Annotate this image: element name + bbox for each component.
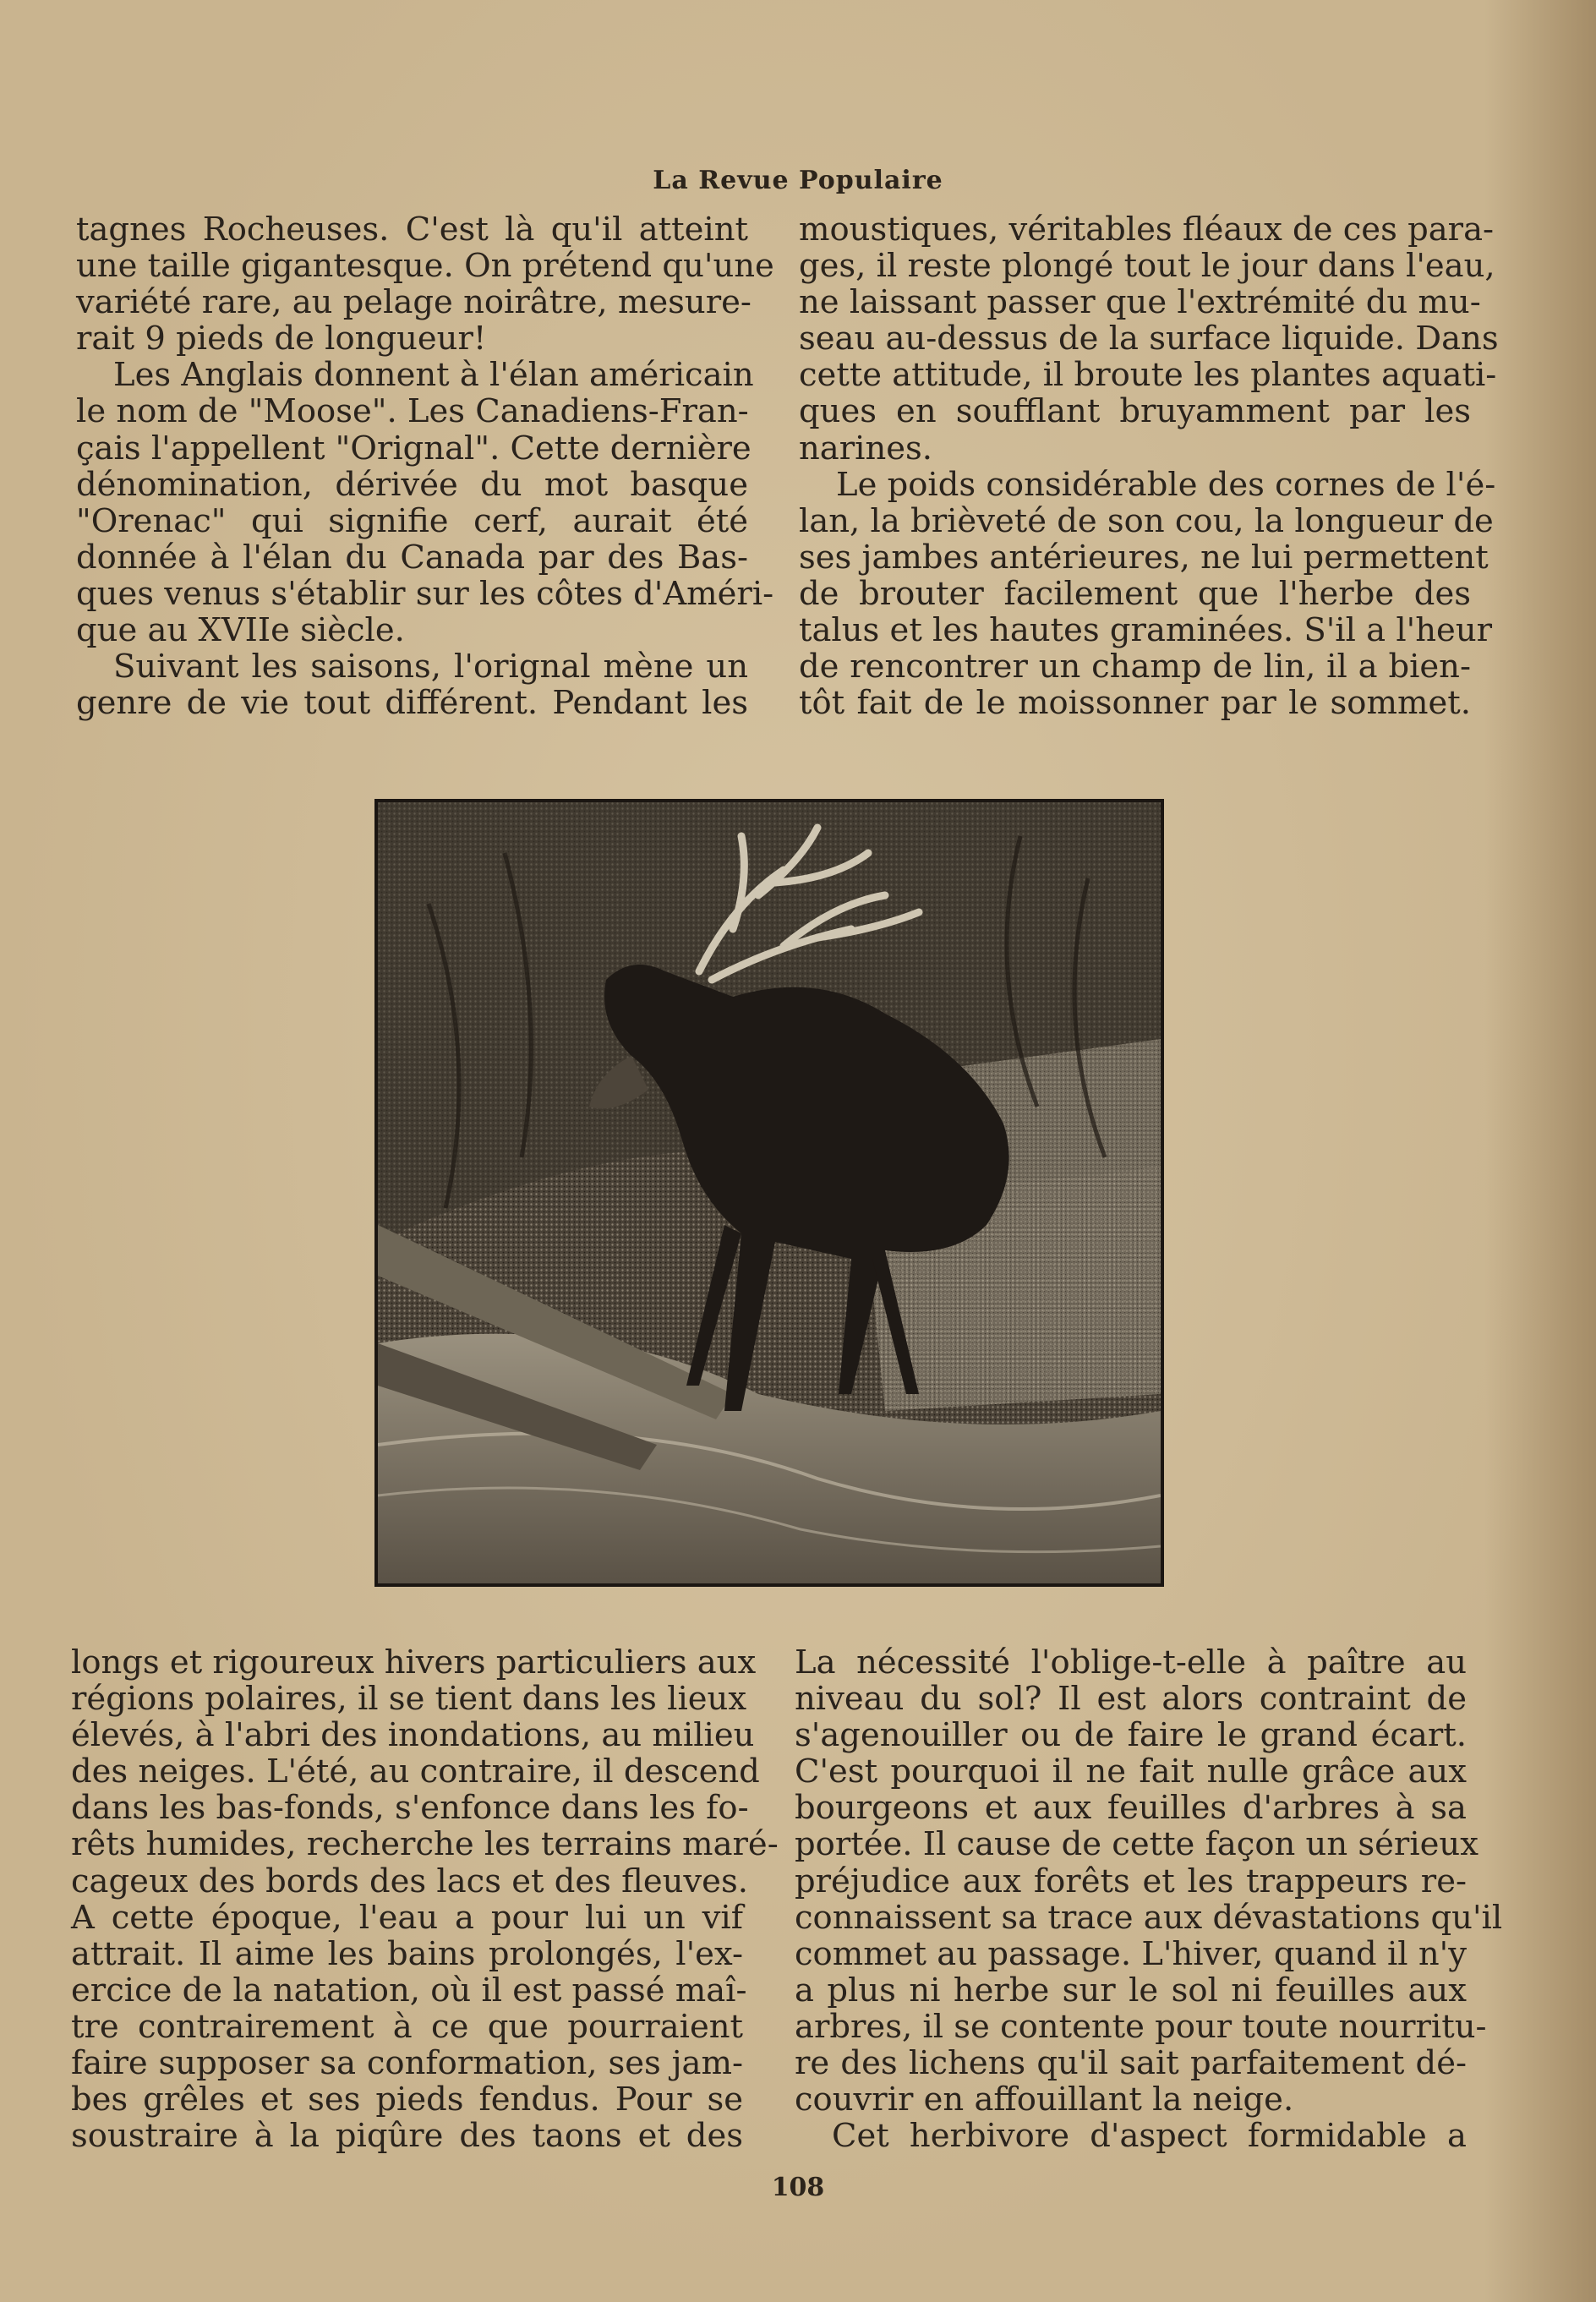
text-line: moustiques, véritables fléaux de ces para- (799, 211, 1495, 249)
text-line: "Orenac" qui signifie cerf, aurait été (76, 501, 748, 540)
text-line: ne laissant passer que l'extrémité du mu- (799, 283, 1481, 322)
text-line: Suivant les saisons, l'orignal mène un (113, 648, 748, 686)
running-head: La Revue Populaire (653, 166, 943, 195)
text-line: tagnes Rocheuses. C'est là qu'il atteint (76, 211, 748, 249)
text-line: dénomination, dérivée du mot basque (76, 465, 748, 504)
text-line: ercice de la natation, où il est passé maî- (71, 1971, 747, 2009)
text-line: bes grêles et ses pieds fendus. Pour se (71, 2081, 743, 2119)
text-line: tôt fait de le moissonner par le sommet. (799, 684, 1471, 723)
text-line: C'est pourquoi il ne fait nulle grâce aux (795, 1752, 1467, 1791)
text-line: variété rare, au pelage noirâtre, mesure- (76, 283, 752, 322)
text-line: le nom de "Moose". Les Canadiens-Fran- (76, 392, 749, 431)
text-column-bottom-right (795, 1643, 1503, 2156)
text-column-top-right (799, 211, 1499, 723)
text-line: narines. (799, 429, 933, 468)
text-line: s'agenouiller ou de faire le grand écart. (795, 1716, 1467, 1755)
text-line: ques venus s'établir sur les côtes d'Améri- (76, 574, 774, 613)
text-line: faire supposer sa conformation, ses jam- (71, 2044, 743, 2083)
page-number: 108 (771, 2173, 825, 2202)
text-line: lan, la brièveté de son cou, la longueur de (799, 501, 1494, 540)
text-line: genre de vie tout différent. Pendant les (76, 684, 748, 723)
text-line: Les Anglais donnent à l'élan américain (113, 356, 754, 395)
text-line: A cette époque, l'eau a pour lui un vif (71, 1898, 743, 1937)
text-line: donnée à l'élan du Canada par des Bas- (76, 538, 748, 577)
text-line: de brouter facilement que l'herbe des (799, 574, 1471, 613)
text-line: cageux des bords des lacs et des fleuves. (71, 1862, 748, 1900)
text-line: ses jambes antérieures, ne lui permettent (799, 538, 1489, 577)
text-column-top-left (76, 211, 774, 723)
text-line: seau au-dessus de la surface liquide. Dans (799, 320, 1499, 358)
moose-illustration (374, 799, 1164, 1587)
text-line: ques en soufflant bruyamment par les (799, 392, 1471, 431)
text-line: couvrir en affouillant la neige. (795, 2081, 1294, 2119)
text-line: cette attitude, il broute les plantes aquati- (799, 356, 1497, 395)
text-column-bottom-left (71, 1643, 779, 2156)
text-line: régions polaires, il se tient dans les lieux (71, 1680, 747, 1719)
text-line: re des lichens qu'il sait parfaitement dé- (795, 2044, 1467, 2083)
text-line: rêts humides, recherche les terrains maré- (71, 1825, 779, 1864)
text-line: de rencontrer un champ de lin, il a bien- (799, 648, 1471, 686)
text-line: bourgeons et aux feuilles d'arbres à sa (795, 1789, 1467, 1828)
text-line: préjudice aux forêts et les trappeurs re- (795, 1862, 1467, 1900)
text-line: portée. Il cause de cette façon un sérieux (795, 1825, 1478, 1864)
text-line: dans les bas-fonds, s'enfonce dans les fo- (71, 1789, 749, 1828)
text-line: connaissent sa trace aux dévastations qu'il (795, 1898, 1503, 1937)
text-line: longs et rigoureux hivers particuliers aux (71, 1643, 757, 1681)
text-line: élevés, à l'abri des inondations, au milieu (71, 1716, 755, 1755)
text-line: a plus ni herbe sur le sol ni feuilles aux (795, 1971, 1467, 2009)
text-line: talus et les hautes graminées. S'il a l'heur (799, 611, 1493, 650)
text-line: Le poids considérable des cornes de l'é- (836, 465, 1496, 504)
text-line: une taille gigantesque. On prétend qu'une (76, 247, 774, 286)
text-line: que au XVIIe siècle. (76, 611, 405, 650)
text-line: attrait. Il aime les bains prolongés, l'ex- (71, 1934, 743, 1973)
text-line: commet au passage. L'hiver, quand il n'y (795, 1934, 1467, 1973)
text-line: La nécessité l'oblige-t-elle à paître au (795, 1643, 1467, 1681)
text-line: tre contrairement à ce que pourraient (71, 2007, 743, 2046)
text-line: niveau du sol? Il est alors contraint de (795, 1680, 1467, 1719)
text-line: arbres, il se contente pour toute nourritu- (795, 2007, 1487, 2046)
text-line: çais l'appellent "Orignal". Cette dernière (76, 429, 752, 468)
moose-engraving-image (378, 802, 1161, 1583)
text-line: ges, il reste plongé tout le jour dans l'eau, (799, 247, 1495, 286)
text-line: rait 9 pieds de longueur! (76, 320, 487, 358)
text-line: des neiges. L'été, au contraire, il descend (71, 1752, 760, 1791)
text-line: Cet herbivore d'aspect formidable a (832, 2117, 1467, 2156)
text-line: soustraire à la piqûre des taons et des (71, 2117, 743, 2156)
